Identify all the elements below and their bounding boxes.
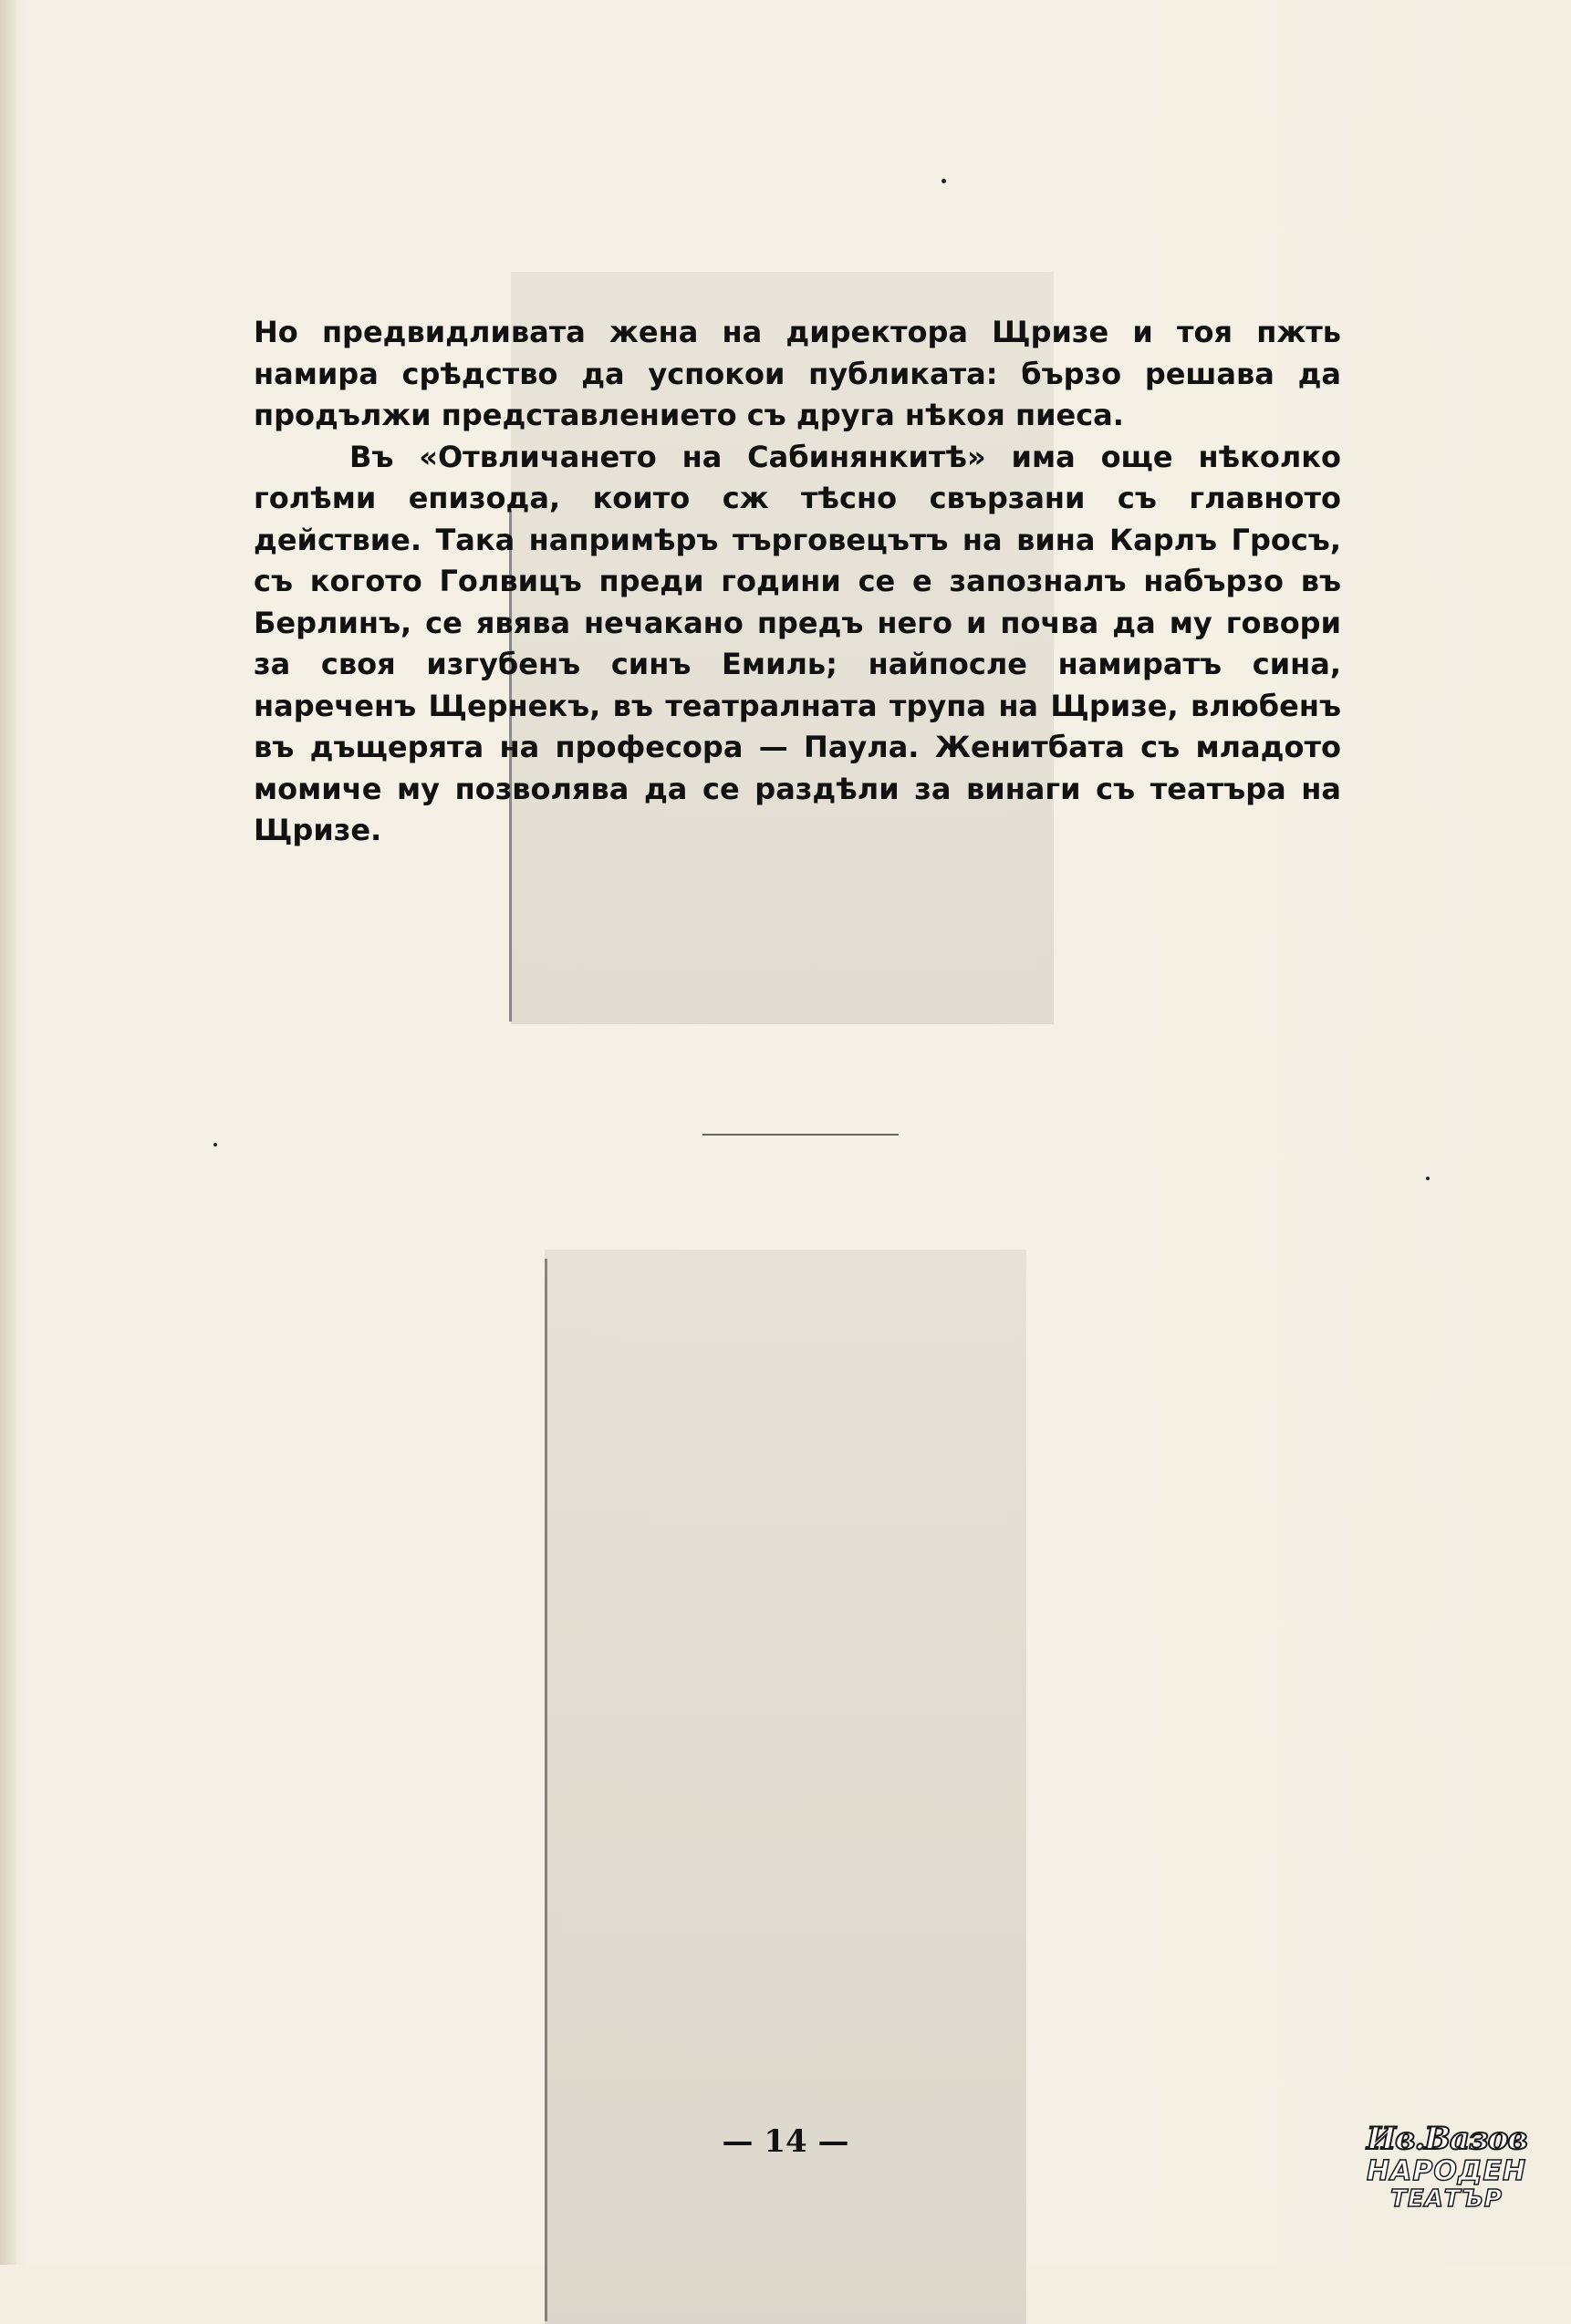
bleed-through-photo-bottom [545,1250,1026,2324]
paragraph: Въ «Отвличането на Сабинянкитѣ» има още нѣколко голѣми епизода, които сж тѣсно свързани съ главното действие. Така напримѣръ търговецътъ на вина Карлъ Гросъ, съ когото Голвицъ преди години се е запозналъ набързо въ Берлинъ, се явява нечакано предъ него и почва да му говори за своя изгубенъ синъ Емиль; найпосле намиратъ сина, нареченъ Щернекъ, въ театралната трупа на Щризе, влюбенъ въ дъщерята на професора — Паула. Женитбата съ младото момиче му позволява да се раздѣли за винаги съ театъра на Щризе. [254,439,1341,847]
body-text [254,312,1341,852]
paragraph: Но предвидливата жена на директора Щризе и тоя пжть намира срѣдство да успокои публиката: бързо решава да продължи представлението съ друга нѣкоя пиеса. [254,315,1341,432]
divider-line [702,1134,899,1136]
logo-line-1: НАРОДЕН [1367,2155,1527,2187]
national-theatre-logo [1367,2121,1526,2221]
ink-speck [213,1143,217,1146]
page-edge [0,0,16,2265]
logo-signature: Ив.Вазов [1367,2121,1527,2157]
logo-line-2: ТЕАТЪР [1390,2185,1503,2213]
page-number: — 14 — [722,2123,849,2160]
ink-speck [942,179,946,183]
photo-edge-mark [545,1259,547,2321]
ink-speck [1426,1177,1430,1180]
